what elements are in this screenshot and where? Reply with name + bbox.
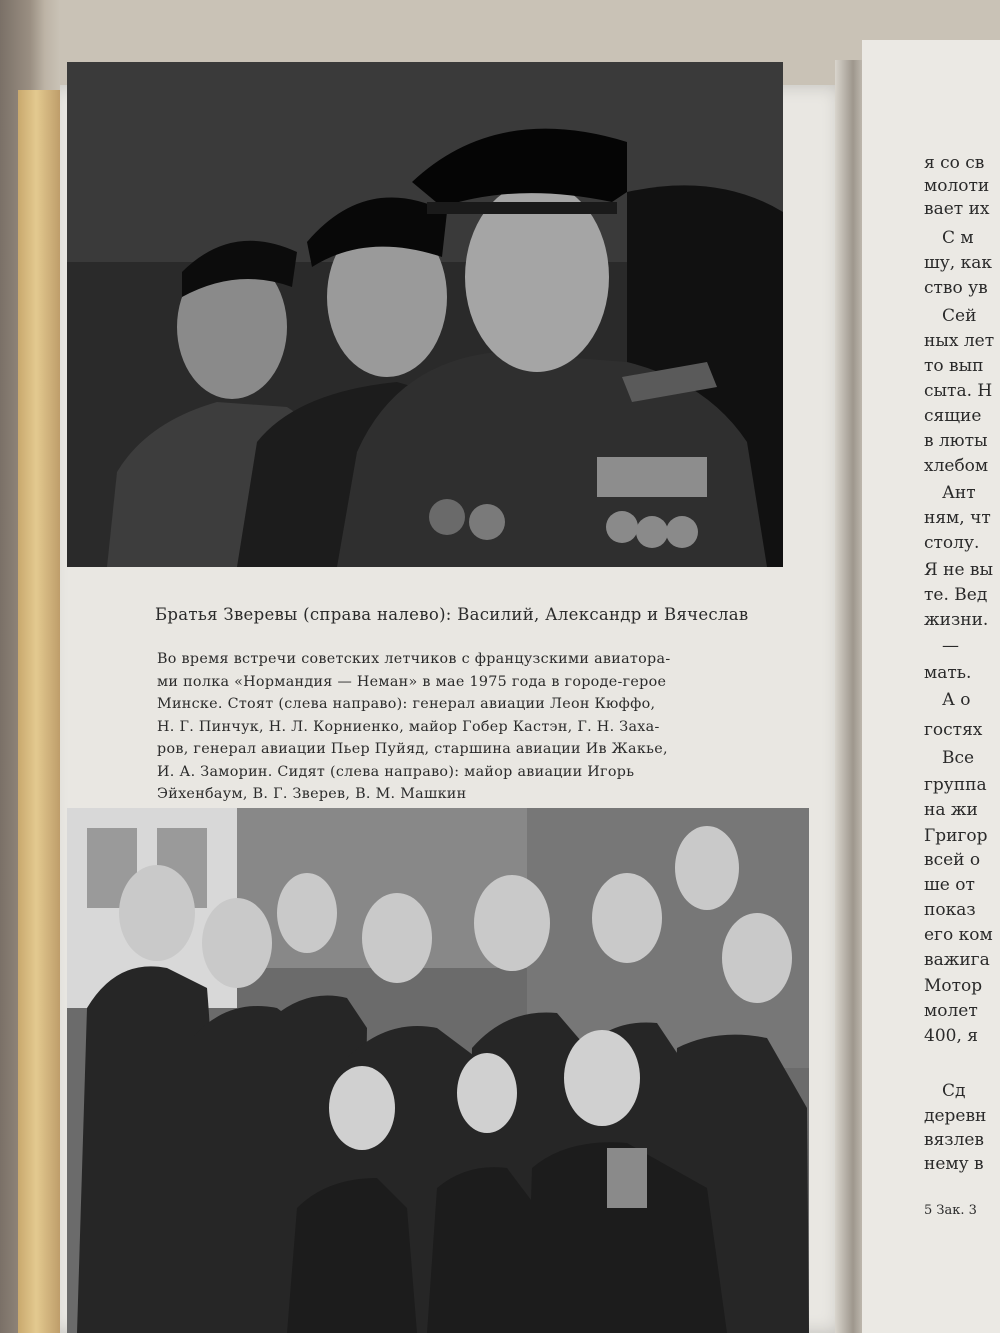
- caption-line: ров, генерал авиации Пьер Пуйяд, старшина авиации Ив Жакье,: [157, 741, 668, 757]
- photo-group: [67, 808, 809, 1333]
- caption-line: Н. Г. Пинчук, Н. Л. Корниенко, майор Гобер Кастэн, Г. Н. Заха-: [157, 718, 660, 735]
- right-page-line: вязлев: [924, 1130, 984, 1150]
- right-page-line: молоти: [924, 176, 990, 196]
- right-page-line: ство ув: [924, 278, 988, 298]
- right-page-line: —: [942, 636, 959, 656]
- right-page-line: хлебом: [924, 456, 989, 476]
- right-page-line: столу.: [924, 533, 980, 553]
- caption-line: Во время встречи советских летчиков с французскими авиатора-: [157, 651, 671, 667]
- caption-line: ми полка «Нормандия — Неман» в мае 1975 года в городе-герое: [157, 673, 667, 690]
- right-page-line: важига: [924, 950, 990, 970]
- right-page-line: я со св: [924, 153, 985, 173]
- right-page-line: ням, чт: [924, 508, 991, 528]
- right-page-line: С м: [942, 228, 974, 248]
- right-page-line: Сд: [942, 1081, 966, 1101]
- right-page-line: ше от: [924, 875, 975, 895]
- right-page-line: мать.: [924, 663, 972, 683]
- right-page-line: вает их: [924, 199, 990, 219]
- right-page-line: молет: [924, 1001, 978, 1021]
- right-page-line: сыта. Н: [924, 381, 993, 401]
- right-page-line: те. Вед: [924, 585, 988, 605]
- photo-brothers-drawing: [67, 62, 783, 567]
- right-page-text: [866, 0, 1000, 1333]
- caption-line: Минске. Стоят (слева направо): генерал авиации Леон Кюффо,: [157, 696, 656, 712]
- right-page-line: Все: [942, 748, 975, 768]
- right-page-line: Сей: [942, 306, 977, 326]
- right-page-line: Мотор: [924, 976, 983, 996]
- right-page-line: 400, я: [924, 1026, 978, 1046]
- right-page-line: Ант: [942, 483, 976, 503]
- right-page-line: гостях: [924, 720, 983, 740]
- photo1-caption: Братья Зверевы (справа налево): Василий, Александр и Вячеслав: [155, 605, 749, 624]
- right-page-line: нему в: [924, 1154, 984, 1174]
- book-gutter: [835, 60, 865, 1333]
- book-edge: [18, 90, 64, 1333]
- right-page-line: жизни.: [924, 610, 989, 630]
- right-page-line: на жи: [924, 800, 978, 820]
- caption-line: Эйхенбаум, В. Г. Зверев, В. М. Машкин: [157, 786, 467, 802]
- right-page-line: шу, как: [924, 253, 992, 273]
- photo-brothers: [67, 62, 783, 567]
- photo2-caption: [157, 648, 785, 806]
- right-page-line: то вып: [924, 356, 984, 376]
- right-page-line: в люты: [924, 431, 988, 451]
- right-page-line: его ком: [924, 925, 993, 945]
- right-page-line: сящие: [924, 406, 982, 426]
- right-page-line: всей о: [924, 850, 981, 870]
- caption-line: И. А. Заморин. Сидят (слева направо): майор авиации Игорь: [157, 763, 635, 780]
- right-page-line: группа: [924, 775, 987, 795]
- right-page-line: показ: [924, 900, 976, 920]
- right-page-line: Григор: [924, 826, 988, 846]
- right-page-line: ных лет: [924, 331, 995, 351]
- right-page-line: деревн: [924, 1106, 987, 1126]
- right-page-line: А о: [942, 690, 971, 710]
- photo-group-drawing: [67, 808, 809, 1333]
- right-page-line: 5 Зак. 3: [924, 1203, 977, 1218]
- right-page-line: Я не вы: [924, 560, 994, 580]
